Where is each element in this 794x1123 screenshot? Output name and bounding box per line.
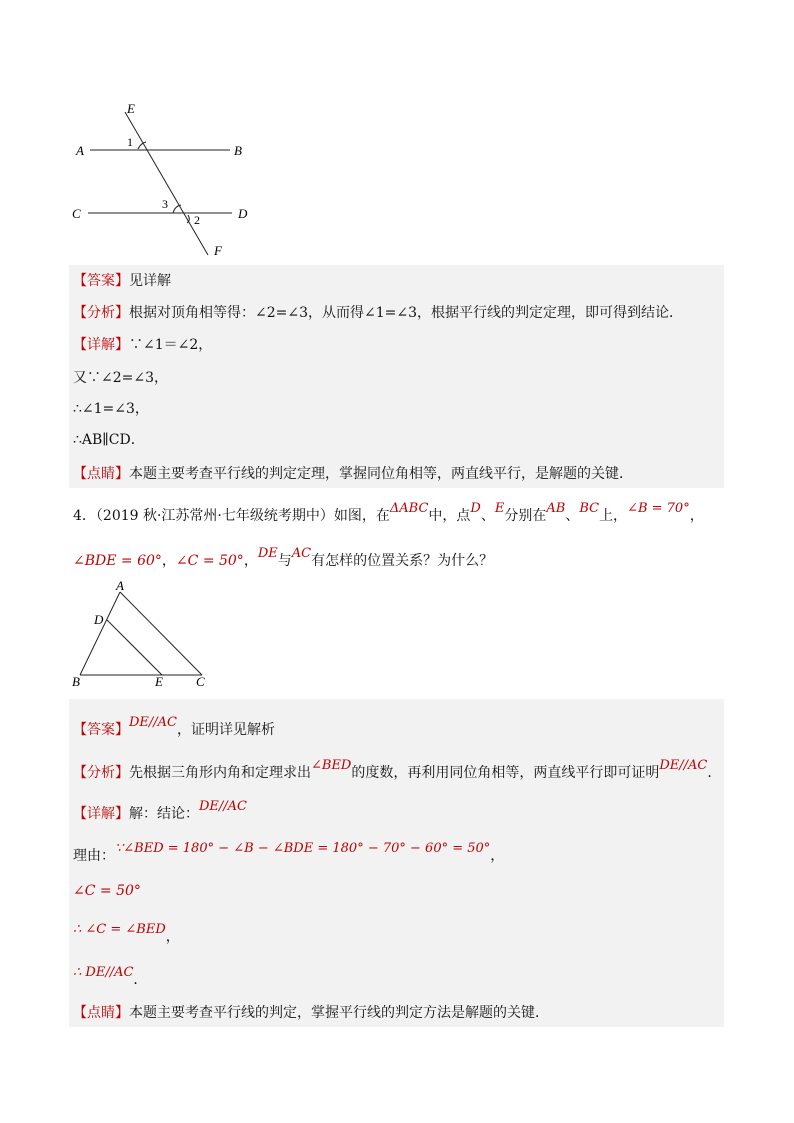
comment-line (73, 465, 633, 483)
math-reason: ∵∠BED = 180° − ∠B − ∠BDE = 180° − 70° − 60° = 50° (115, 841, 491, 856)
math-angle-c: ∠C = 50° (73, 883, 141, 899)
point-b-label: B (234, 143, 242, 158)
point-a-label: A (76, 143, 84, 158)
detail-line (73, 336, 212, 354)
detail-equal-angles (73, 922, 180, 947)
math-conclusion: DE//AC (199, 799, 248, 814)
detail-line-3: ∴∠1=∠3， (73, 401, 149, 417)
math-angle-b: ∠B = 70° (627, 501, 690, 516)
math-parallel: ∴ DE//AC (73, 965, 134, 980)
point-d-label: D (94, 612, 104, 627)
problem-text: 、 (480, 508, 495, 524)
math-angle-c: ∠C = 50° (175, 553, 244, 569)
parallel-lines-figure (60, 95, 270, 265)
answer-text: ，证明详见解析 (177, 722, 276, 738)
problem-text: ， (689, 508, 704, 524)
problem-4-line-2 (73, 546, 494, 571)
problem-text: ， (243, 553, 258, 569)
point-f-label: F (214, 243, 222, 258)
point-c-label: C (72, 206, 81, 221)
answer-tag: 【答案】 (73, 722, 129, 738)
detail-tag: 【详解】 (73, 806, 129, 822)
problem-text: 中，点 (428, 508, 471, 524)
problem-text: 、 (565, 508, 580, 524)
math-answer: DE//AC (129, 715, 178, 730)
problem-text: 上， (599, 508, 628, 524)
side-ac (120, 592, 202, 675)
analysis-tag: 【分析】 (73, 305, 129, 321)
point-a-label: A (116, 578, 124, 593)
math-seg-bc: BC (579, 501, 600, 516)
math-equal-angles: ∴ ∠C = ∠BED (73, 922, 166, 937)
math-de-ac: DE//AC (659, 758, 708, 773)
problem-text: 有怎样的位置关系？为什么？ (311, 553, 494, 569)
answer-tag: 【答案】 (73, 273, 129, 289)
detail-line-2: 又∵∠2=∠3， (73, 370, 169, 386)
problem-text: 分别在 (504, 508, 547, 524)
comment-tag: 【点睛】 (73, 466, 129, 482)
math-point-d: D (470, 501, 481, 516)
comment-line-2 (73, 1004, 549, 1022)
math-triangle: ΔABC (389, 501, 429, 516)
analysis-text: 先根据三角形内角和定理求出 (129, 765, 311, 781)
reason-line (73, 841, 505, 866)
segment-de (107, 620, 162, 675)
math-angle-bed: ∠BED (311, 758, 352, 773)
problem-4-line-1 (73, 501, 704, 526)
reason-label: 理由： (73, 848, 115, 864)
analysis-text: 的度数，再利用同位角相等，两直线平行即可证明 (351, 765, 660, 781)
math-seg-ab: AB (546, 501, 566, 516)
problem-text: 与 (277, 553, 292, 569)
answer-line (73, 272, 171, 290)
side-ab (80, 592, 120, 675)
reason-end: ， (490, 848, 505, 864)
point-e-label: E (127, 101, 135, 116)
comment-text: 本题主要考查平行线的判定，掌握平行线的判定方法是解题的关键． (129, 1005, 549, 1021)
math-angle-bde: ∠BDE = 60° (73, 553, 162, 569)
detail-line-4: ∴AB∥CD． (73, 432, 145, 448)
analysis-text: ． (707, 765, 722, 781)
point-e-label: E (155, 674, 163, 689)
detail-angle-c (73, 882, 141, 900)
angle-3-label: 3 (162, 197, 168, 211)
triangle-figure (65, 578, 225, 693)
angle-1-label: 1 (127, 135, 133, 149)
math-seg-ac: AC (291, 546, 312, 561)
problem-text: ， (161, 553, 176, 569)
answer-text: 见详解 (129, 273, 171, 289)
math-point-e: E (494, 501, 505, 516)
problem-text: 4．（2019 秋·江苏常州·七年级统考期中）如图，在 (73, 508, 390, 524)
detail-tag: 【详解】 (73, 337, 129, 353)
comment-text: 本题主要考查平行线的判定定理，掌握同位角相等，两直线平行，是解题的关键． (129, 466, 633, 482)
line-end: ， (165, 929, 180, 945)
analysis-tag: 【分析】 (73, 765, 129, 781)
answer-line-2 (73, 715, 276, 740)
detail-text: 解：结论： (129, 806, 199, 822)
analysis-line-2 (73, 758, 722, 783)
transversal-ef (125, 112, 208, 255)
point-c-label: C (196, 674, 205, 689)
angle-2-label: 2 (194, 213, 200, 227)
detail-line-1: ∵∠1＝∠2， (129, 337, 213, 353)
point-b-label: B (72, 674, 80, 689)
detail-line-b2 (73, 799, 248, 824)
detail-parallel (73, 965, 148, 990)
comment-tag: 【点睛】 (73, 1005, 129, 1021)
analysis-line (73, 304, 683, 322)
point-d-label: D (238, 206, 248, 221)
math-seg-de: DE (257, 546, 278, 561)
line-end: ． (133, 972, 148, 988)
analysis-text: 根据对顶角相等得：∠2=∠3，从而得∠1=∠3，根据平行线的判定定理，即可得到结论． (129, 305, 684, 321)
